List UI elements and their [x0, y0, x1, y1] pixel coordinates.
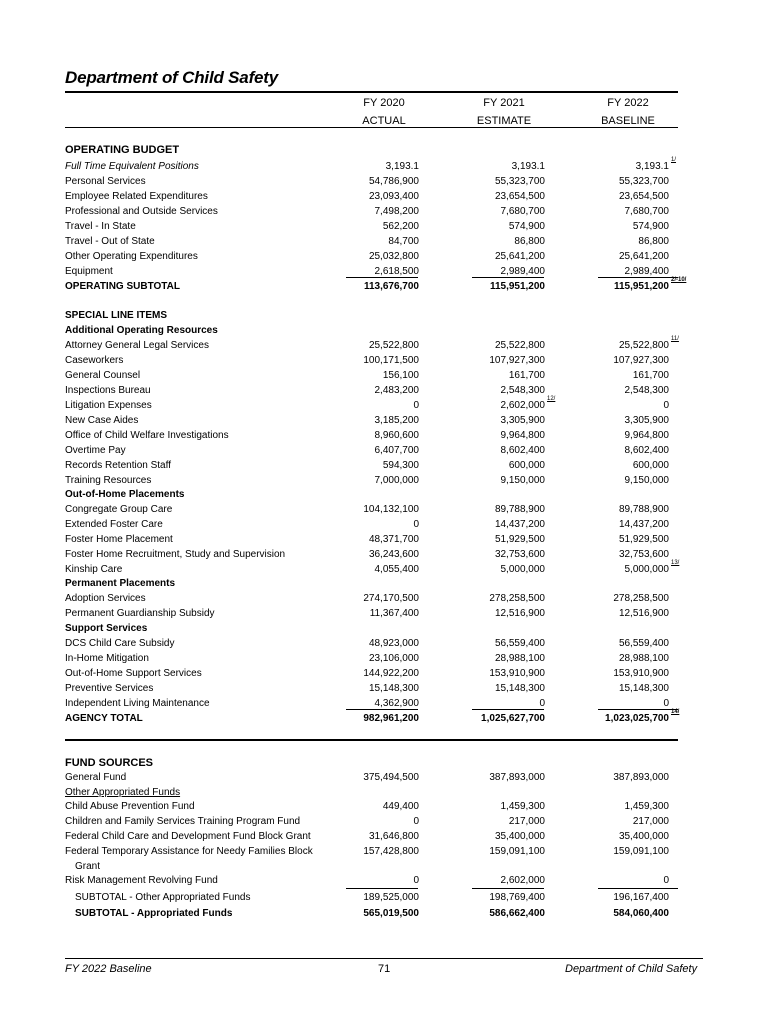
- column-header-year: FY 2021: [483, 97, 525, 109]
- footnote-marker: 13/: [671, 560, 680, 566]
- cell-value: 3,193.1: [635, 161, 669, 172]
- header-rule: [65, 127, 678, 128]
- cell-value: 35,400,000: [494, 831, 545, 842]
- table-row: [65, 890, 678, 905]
- cell-value: 12,516,900: [494, 608, 545, 619]
- row-label: Permanent Placements: [65, 578, 176, 589]
- cell-value: 25,522,800: [494, 340, 545, 351]
- table-row: [65, 159, 678, 174]
- cell-value: 0: [539, 698, 545, 709]
- row-label: General Counsel: [65, 370, 141, 381]
- table-row: [65, 368, 678, 383]
- table-row: [65, 517, 678, 532]
- cell-value: 7,680,700: [500, 206, 545, 217]
- row-label: General Fund: [65, 772, 127, 783]
- cell-value: 8,602,400: [500, 445, 545, 456]
- cell-value: 115,951,200: [613, 281, 669, 292]
- table-row: [65, 814, 678, 829]
- footer-rule: [65, 958, 703, 959]
- subtotal-rule: [472, 709, 544, 710]
- cell-value: 156,100: [382, 370, 419, 381]
- cell-value: 35,400,000: [618, 831, 669, 842]
- cell-value: 28,988,100: [494, 653, 545, 664]
- table-row: [65, 576, 678, 591]
- cell-value: 449,400: [382, 801, 419, 812]
- footnote-marker: 11/: [671, 336, 679, 342]
- table-row: [65, 711, 678, 726]
- cell-value: 584,060,400: [613, 908, 669, 919]
- subtotal-rule: [346, 888, 418, 889]
- table-row: [65, 398, 678, 413]
- cell-value: 2,618,500: [374, 266, 419, 277]
- column-header-fy2020: [334, 96, 434, 128]
- table-row: [65, 562, 678, 577]
- table-row: [65, 249, 678, 264]
- row-label: Inspections Bureau: [65, 385, 151, 396]
- table-row: [65, 873, 678, 888]
- table-row: [65, 219, 678, 234]
- cell-value: 55,323,700: [618, 176, 669, 187]
- row-label: Adoption Services: [65, 593, 146, 604]
- subtotal-rule: [472, 277, 544, 278]
- table-row: [65, 829, 678, 844]
- cell-value: 54,786,900: [368, 176, 419, 187]
- cell-value: 2,483,200: [374, 385, 419, 396]
- cell-value: 2,989,400: [500, 266, 545, 277]
- cell-value: 25,641,200: [494, 251, 545, 262]
- table-row: [65, 681, 678, 696]
- cell-value: 12,516,900: [618, 608, 669, 619]
- footnote-marker: 12/: [547, 396, 556, 402]
- table-row: [65, 443, 678, 458]
- cell-value: 157,428,800: [363, 846, 419, 857]
- page-title: Department of Child Safety: [65, 68, 278, 87]
- column-header-type: BASELINE: [601, 115, 655, 127]
- cell-value: 4,362,900: [374, 698, 419, 709]
- row-label: Caseworkers: [65, 355, 124, 366]
- cell-value: 23,106,000: [368, 653, 419, 664]
- cell-value: 36,243,600: [368, 549, 419, 560]
- cell-value: 113,676,700: [363, 281, 419, 292]
- row-label: Support Services: [65, 623, 148, 634]
- cell-value: 48,371,700: [368, 534, 419, 545]
- row-label: Preventive Services: [65, 683, 154, 694]
- cell-value: 375,494,500: [363, 772, 419, 783]
- cell-value: 23,654,500: [494, 191, 545, 202]
- footnote-marker: 14/: [671, 709, 680, 715]
- cell-value: 189,525,000: [363, 892, 419, 903]
- cell-value: 8,960,600: [374, 430, 419, 441]
- row-label: Personal Services: [65, 176, 146, 187]
- row-label: Risk Management Revolving Fund: [65, 875, 218, 886]
- row-label: Overtime Pay: [65, 445, 126, 456]
- cell-value: 0: [663, 698, 669, 709]
- row-label: SUBTOTAL - Other Appropriated Funds: [75, 892, 251, 903]
- cell-value: 161,700: [632, 370, 669, 381]
- cell-value: 574,900: [508, 221, 545, 232]
- cell-value: 23,654,500: [618, 191, 669, 202]
- cell-value: 0: [413, 519, 419, 530]
- cell-value: 2,548,300: [624, 385, 669, 396]
- cell-value: 574,900: [632, 221, 669, 232]
- table-row: [65, 547, 678, 562]
- column-header-type: ESTIMATE: [476, 115, 532, 127]
- row-label: AGENCY TOTAL: [65, 713, 143, 724]
- cell-value: 3,185,200: [374, 415, 419, 426]
- table-row: [65, 502, 678, 517]
- subtotal-rule: [598, 709, 678, 710]
- row-label: FUND SOURCES: [65, 757, 154, 769]
- table-row: [65, 204, 678, 219]
- cell-value: 217,000: [632, 816, 669, 827]
- cell-value: 1,025,627,700: [481, 713, 545, 724]
- row-label: OPERATING BUDGET: [65, 144, 180, 156]
- table-row: [65, 458, 678, 473]
- table-row: [65, 591, 678, 606]
- cell-value: 28,988,100: [618, 653, 669, 664]
- cell-value: 161,700: [508, 370, 545, 381]
- row-label: Additional Operating Resources: [65, 325, 218, 336]
- cell-value: 5,000,000: [500, 564, 545, 575]
- row-label: SUBTOTAL - Appropriated Funds: [75, 908, 233, 919]
- row-label: Full Time Equivalent Positions: [65, 161, 199, 172]
- row-label: Out-of-Home Support Services: [65, 668, 202, 679]
- cell-value: 387,893,000: [489, 772, 545, 783]
- cell-value: 89,788,900: [494, 504, 545, 515]
- table-row: [65, 277, 687, 294]
- table-row: [65, 666, 678, 681]
- footer-right: Department of Child Safety: [565, 963, 698, 975]
- cell-value: 14,437,200: [618, 519, 669, 530]
- table-row: [65, 338, 678, 353]
- cell-value: 9,964,800: [500, 430, 545, 441]
- cell-value: 274,170,500: [363, 593, 419, 604]
- cell-value: 32,753,600: [494, 549, 545, 560]
- page-number: 71: [378, 963, 391, 975]
- subtotal-rule: [598, 277, 678, 278]
- cell-value: 3,193.1: [385, 161, 419, 172]
- table-row: [65, 906, 678, 921]
- cell-value: 14,437,200: [494, 519, 545, 530]
- cell-value: 0: [663, 875, 669, 886]
- cell-value: 278,258,500: [489, 593, 545, 604]
- cell-value: 2,602,000: [500, 875, 545, 886]
- cell-value: 51,929,500: [494, 534, 545, 545]
- table-row: [65, 473, 678, 488]
- cell-value: 7,498,200: [374, 206, 419, 217]
- row-label: Employee Related Expenditures: [65, 191, 208, 202]
- row-label: Kinship Care: [65, 564, 123, 575]
- table-row: [65, 770, 678, 785]
- cell-value: 594,300: [382, 460, 419, 471]
- cell-value: 25,522,800: [368, 340, 419, 351]
- row-label: Federal Child Care and Development Fund Block Grant: [65, 831, 311, 842]
- row-label: Congregate Group Care: [65, 504, 173, 515]
- cell-value: 15,148,300: [618, 683, 669, 694]
- cell-value: 144,922,200: [363, 668, 419, 679]
- cell-value: 1,023,025,700: [605, 713, 669, 724]
- row-label: Extended Foster Care: [65, 519, 163, 530]
- table-row: [65, 413, 678, 428]
- cell-value: 153,910,900: [613, 668, 669, 679]
- cell-value: 6,407,700: [374, 445, 419, 456]
- column-header-year: FY 2022: [607, 97, 649, 109]
- table-row: [65, 606, 678, 621]
- row-label: SPECIAL LINE ITEMS: [65, 310, 168, 321]
- table-row: [65, 844, 678, 874]
- cell-value: 217,000: [508, 816, 545, 827]
- cell-value: 8,602,400: [624, 445, 669, 456]
- cell-value: 115,951,200: [489, 281, 545, 292]
- cell-value: 387,893,000: [613, 772, 669, 783]
- cell-value: 159,091,100: [613, 846, 669, 857]
- row-label: DCS Child Care Subsidy: [65, 638, 175, 649]
- footnote-marker: 2/-10/: [671, 277, 687, 283]
- cell-value: 23,093,400: [368, 191, 419, 202]
- table-row: [65, 636, 678, 651]
- row-label: Out-of-Home Placements: [65, 489, 185, 500]
- cell-value: 198,769,400: [489, 892, 545, 903]
- table-row: [65, 487, 678, 502]
- row-label: Children and Family Services Training Program Fund: [65, 816, 301, 827]
- cell-value: 25,522,800: [618, 340, 669, 351]
- cell-value: 32,753,600: [618, 549, 669, 560]
- subtotal-rule: [598, 888, 678, 889]
- row-label: Litigation Expenses: [65, 400, 152, 411]
- row-label: Equipment: [65, 266, 113, 277]
- cell-value: 562,200: [382, 221, 419, 232]
- table-row: [65, 651, 678, 666]
- cell-value: 3,305,900: [500, 415, 545, 426]
- cell-value: 153,910,900: [489, 668, 545, 679]
- cell-value: 51,929,500: [618, 534, 669, 545]
- cell-value: 104,132,100: [363, 504, 419, 515]
- cell-value: 107,927,300: [489, 355, 545, 366]
- row-label: Permanent Guardianship Subsidy: [65, 608, 215, 619]
- cell-value: 89,788,900: [618, 504, 669, 515]
- cell-value: 5,000,000: [624, 564, 669, 575]
- table-row: [65, 621, 678, 636]
- cell-value: 15,148,300: [368, 683, 419, 694]
- row-label: Training Resources: [65, 475, 152, 486]
- column-header-year: FY 2020: [363, 97, 405, 109]
- table-row: [65, 189, 678, 204]
- row-label: In-Home Mitigation: [65, 653, 149, 664]
- table-row: [65, 532, 678, 547]
- cell-value: 1,459,300: [624, 801, 669, 812]
- column-header-fy2022: [578, 96, 678, 128]
- section-rule: [65, 739, 678, 741]
- cell-value: 0: [413, 816, 419, 827]
- table-row: [65, 799, 678, 814]
- cell-value: 84,700: [388, 236, 419, 247]
- table-row: [65, 428, 678, 443]
- cell-value: 7,000,000: [374, 475, 419, 486]
- table-row: [65, 785, 678, 800]
- cell-value: 48,923,000: [368, 638, 419, 649]
- row-label: Foster Home Placement: [65, 534, 173, 545]
- subtotal-rule: [472, 888, 544, 889]
- cell-value: 278,258,500: [613, 593, 669, 604]
- cell-value: 56,559,400: [494, 638, 545, 649]
- row-label: Travel - Out of State: [65, 236, 155, 247]
- subtotal-rule: [346, 709, 418, 710]
- row-label: Other Operating Expenditures: [65, 251, 198, 262]
- column-header-fy2021: [454, 96, 554, 128]
- cell-value: 2,989,400: [624, 266, 669, 277]
- row-label: Professional and Outside Services: [65, 206, 218, 217]
- cell-value: 0: [663, 400, 669, 411]
- table-row: [65, 174, 678, 189]
- cell-value: 9,150,000: [624, 475, 669, 486]
- cell-value: 159,091,100: [489, 846, 545, 857]
- cell-value: 0: [413, 400, 419, 411]
- row-label: Independent Living Maintenance: [65, 698, 210, 709]
- table-row: [65, 353, 678, 368]
- subtotal-rule: [346, 277, 418, 278]
- cell-value: 15,148,300: [494, 683, 545, 694]
- cell-value: 107,927,300: [613, 355, 669, 366]
- title-rule: [65, 91, 678, 93]
- table-row: [65, 143, 678, 158]
- row-label: Other Appropriated Funds: [65, 787, 181, 798]
- footnote-marker: 1/: [671, 157, 677, 163]
- cell-value: 31,646,800: [368, 831, 419, 842]
- row-label: Federal Temporary Assistance for Needy Families Block: [65, 846, 313, 857]
- table-row: [65, 308, 678, 323]
- cell-value: 600,000: [508, 460, 545, 471]
- cell-value: 565,019,500: [363, 908, 419, 919]
- cell-value: 2,548,300: [500, 385, 545, 396]
- cell-value: 0: [413, 875, 419, 886]
- cell-value: 11,367,400: [369, 608, 419, 619]
- table-row: [65, 383, 678, 398]
- row-label: Office of Child Welfare Investigations: [65, 430, 229, 441]
- cell-value: 600,000: [632, 460, 669, 471]
- cell-value: 2,602,000: [500, 400, 545, 411]
- cell-value: 3,193.1: [511, 161, 545, 172]
- table-row: [65, 234, 678, 249]
- cell-value: 196,167,400: [613, 892, 669, 903]
- row-label: Child Abuse Prevention Fund: [65, 801, 195, 812]
- cell-value: 55,323,700: [494, 176, 545, 187]
- cell-value: 982,961,200: [363, 713, 419, 724]
- row-label: Foster Home Recruitment, Study and Supervision: [65, 549, 286, 560]
- cell-value: 9,150,000: [500, 475, 545, 486]
- cell-value: 25,641,200: [618, 251, 669, 262]
- cell-value: 9,964,800: [624, 430, 669, 441]
- footer-left: FY 2022 Baseline: [65, 963, 152, 975]
- row-label: Records Retention Staff: [65, 460, 171, 471]
- row-label: Travel - In State: [65, 221, 136, 232]
- row-label: OPERATING SUBTOTAL: [65, 281, 180, 292]
- cell-value: 86,800: [514, 236, 545, 247]
- row-label-continued: Grant: [75, 861, 101, 872]
- table-row: [65, 323, 678, 338]
- cell-value: 7,680,700: [624, 206, 669, 217]
- cell-value: 56,559,400: [618, 638, 669, 649]
- cell-value: 3,305,900: [624, 415, 669, 426]
- column-header-type: ACTUAL: [362, 115, 406, 127]
- cell-value: 1,459,300: [500, 801, 545, 812]
- row-label: New Case Aides: [65, 415, 139, 426]
- cell-value: 100,171,500: [363, 355, 419, 366]
- cell-value: 4,055,400: [374, 564, 419, 575]
- cell-value: 586,662,400: [489, 908, 545, 919]
- cell-value: 86,800: [638, 236, 669, 247]
- table-row: [65, 756, 678, 771]
- row-label: Attorney General Legal Services: [65, 340, 209, 351]
- cell-value: 25,032,800: [368, 251, 419, 262]
